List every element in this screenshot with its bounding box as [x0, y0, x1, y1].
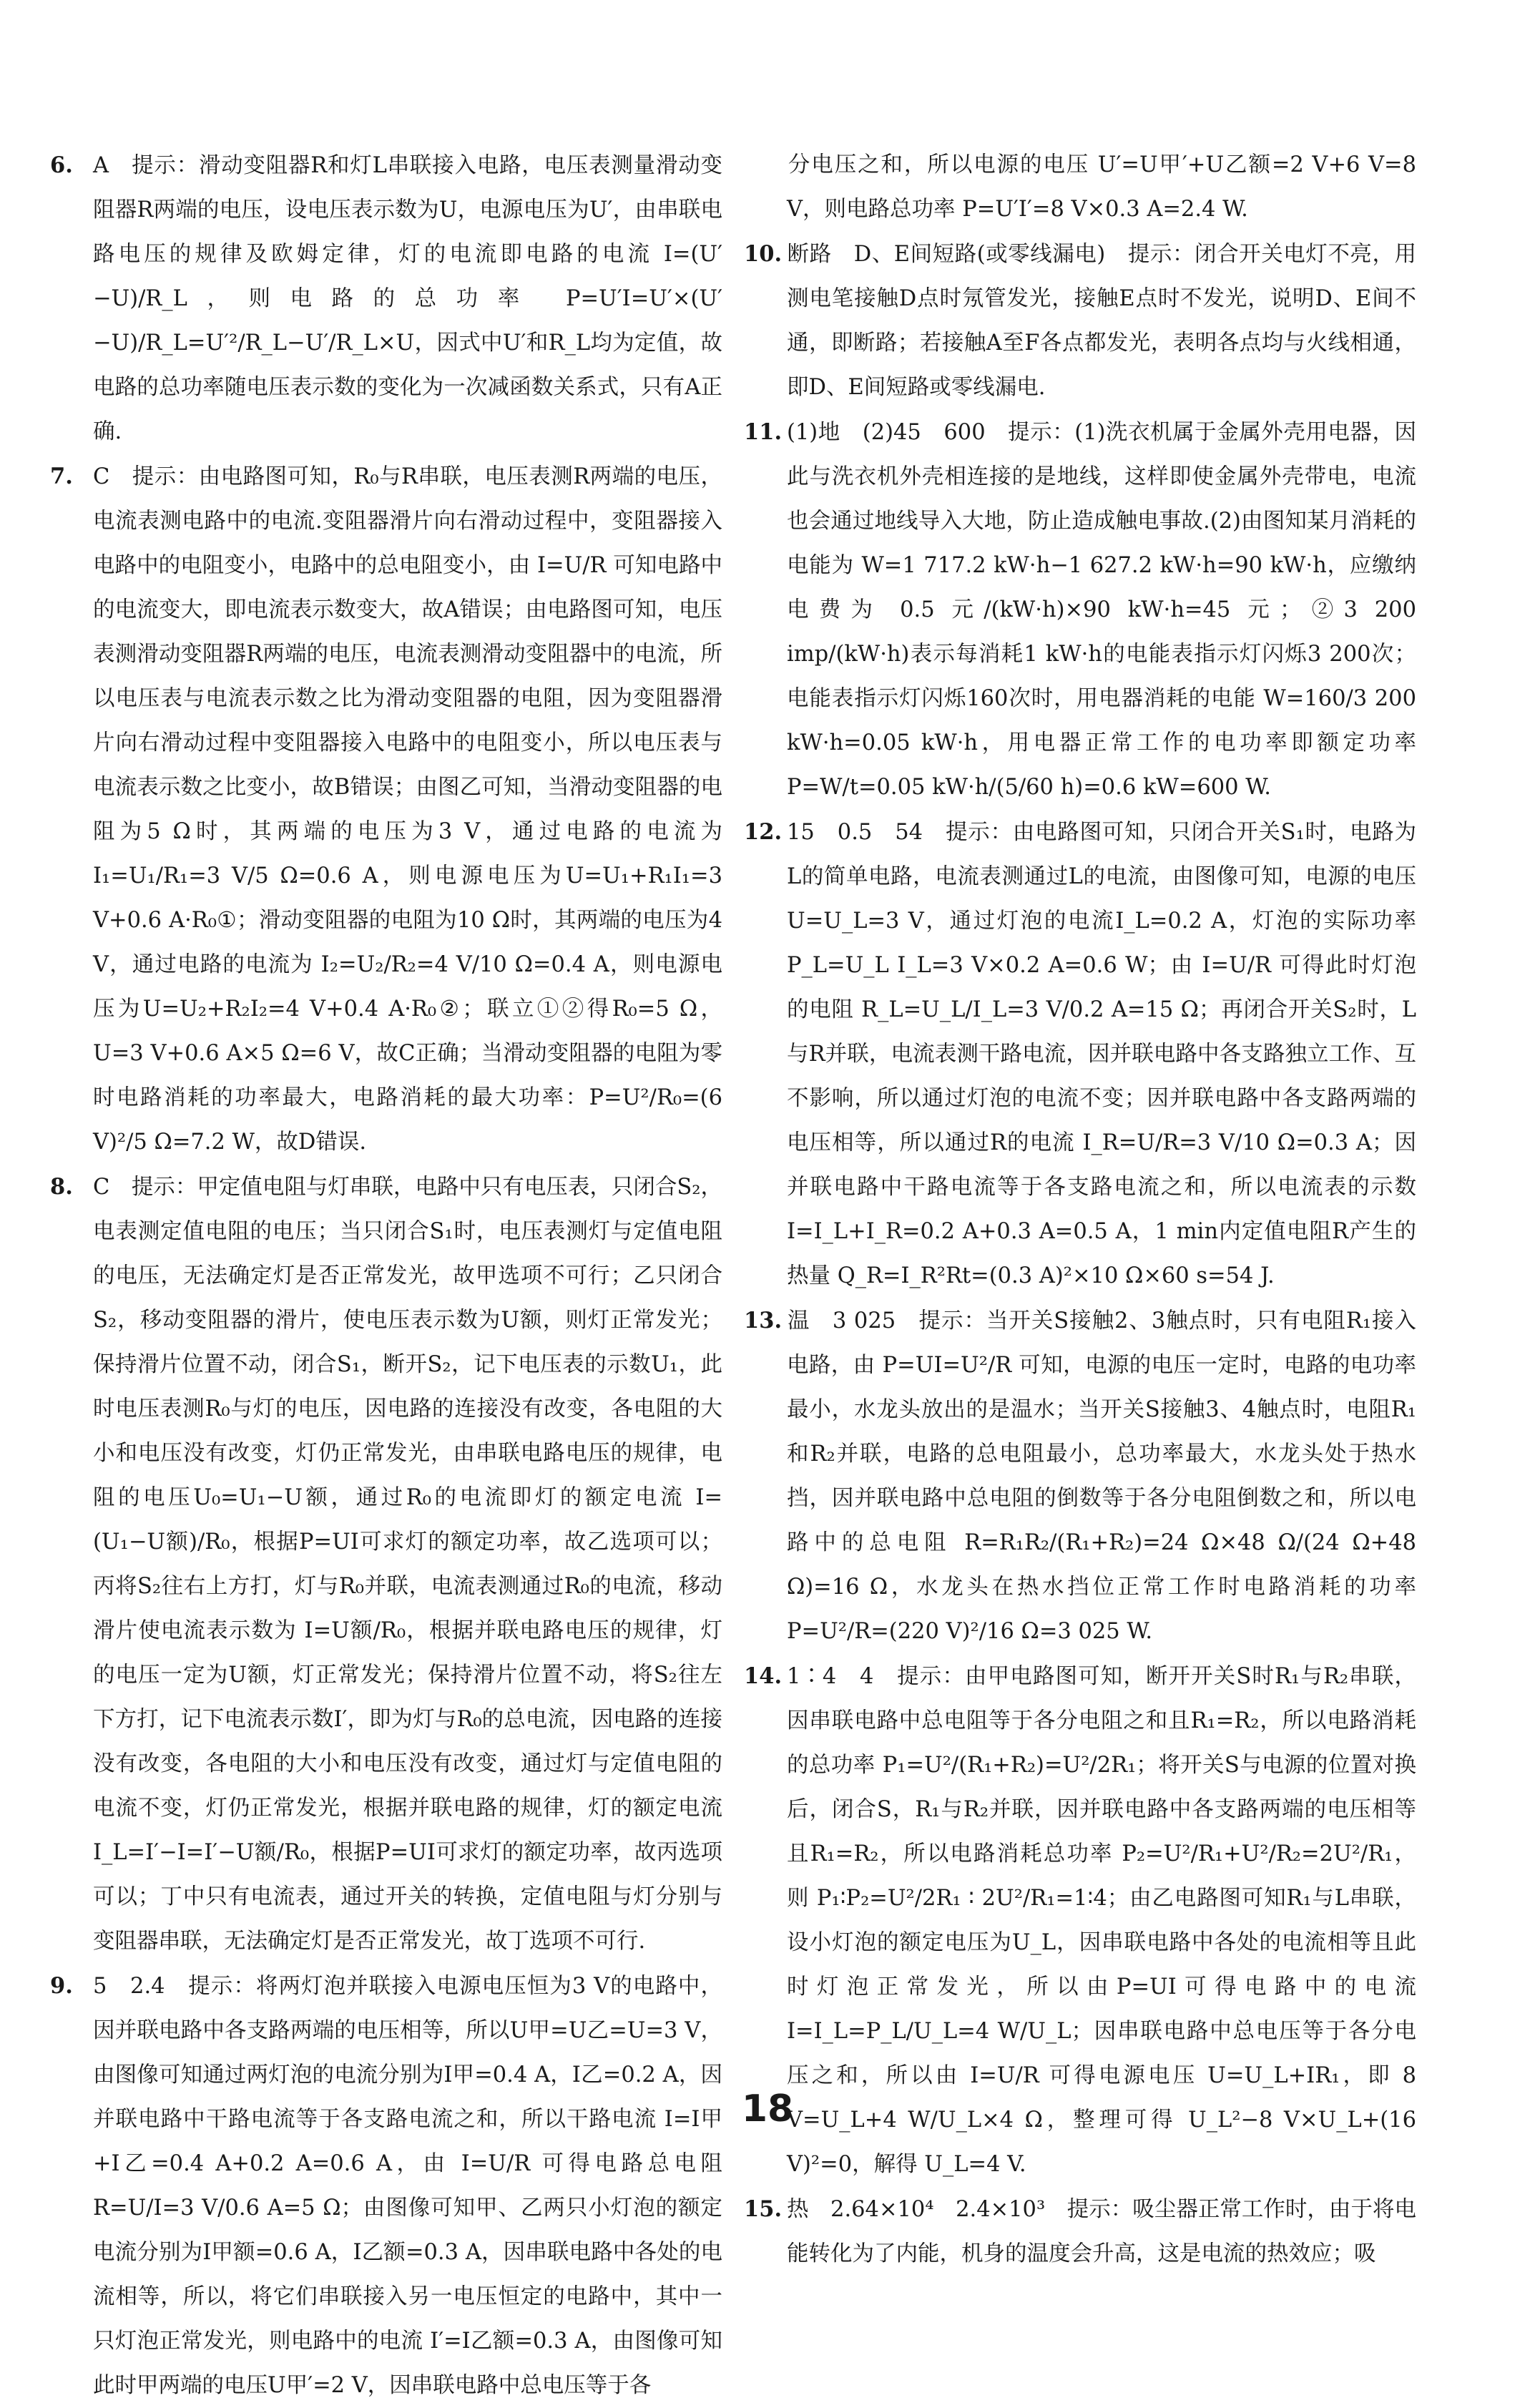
left-column — [50, 143, 722, 2408]
answer-13: 13. 温 3 025 提示：当开关S接触2、3触点时，只有电阻R₁接入电路，由 P=UI=U²/R 可知，电源的电压一定时，电路的电功率最小，水龙头放出的是温水；当开关S接触3、4触点时，电阻R₁和R₂并联，电路的总电阻最小，总功率最大，水龙头处于热水挡，因并联电路中总电阻的倒数等于各分电阻倒数之和，所以电路中的总电阻 R=R₁R₂/(R₁+R₂)=24 Ω×48 Ω/(24 Ω+48 Ω)=16 Ω，水龙头在热水挡位正常工作时电路消耗的功率 P=U²/R=(220 V)²/16 Ω=3 025 W. — [744, 1308, 1416, 1644]
answer-12: 12. 15 0.5 54 提示：由电路图可知，只闭合开关S₁时，电路为L的简单电路，电流表测通过L的电流，由图像可知，电源的电压U=U_L=3 V，通过灯泡的电流I_L=0.2 A，灯泡的实际功率 P_L=U_L I_L=3 V×0.2 A=0.6 W；由 I=U/R 可得此时灯泡的电阻 R_L=U_L/I_L=3 V/0.2 A=15 Ω；再闭合开关S₂时，L与R并联，电流表测干路电流，因并联电路中各支路独立工作、互不影响，所以通过灯泡的电流不变；因并联电路中各支路两端的电压相等，所以通过R的电流 I_R=U/R=3 V/10 Ω=0.3 A；因并联电路中干路电流等于各支路电流之和，所以电流表的示数 I=I_L+I_R=0.2 A+0.3 A=0.5 A，1 min内定值电阻R产生的热量 Q_R=I_R²Rt=(0.3 A)²×10 Ω×60 s=54 J. — [744, 819, 1416, 1288]
answer-6: 6. A 提示：滑动变阻器R和灯L串联接入电路，电压表测量滑动变阻器R两端的电压，设电压表示数为U，电源电压为U′，由串联电路电压的规律及欧姆定律，灯的电流即电路的电流 I=(U′−U)/R_L，则电路的总功率 P=U′I=U′×(U′−U)/R_L=U′²/R_L−U′/R_L×U，因式中U′和R_L均为定值，故电路的总功率随电压表示数的变化为一次减函数关系式，只有A正确. — [50, 152, 722, 444]
answer-8: 8. C 提示：甲定值电阻与灯串联，电路中只有电压表，只闭合S₂，电表测定值电阻的电压；当只闭合S₁时，电压表测灯与定值电阻的电压，无法确定灯是否正常发光，故甲选项不可行；乙只闭合S₂，移动变阻器的滑片，使电压表示数为U额，则灯正常发光；保持滑片位置不动，闭合S₁，断开S₂，记下电压表的示数U₁，此时电压表测R₀与灯的电压，因电路的连接没有改变，各电阻的大小和电压没有改变，灯仍正常发光，由串联电路电压的规律，电阻的电压U₀=U₁−U额，通过R₀的电流即灯的额定电流 I=(U₁−U额)/R₀，根据P=UI可求灯的额定功率，故乙选项可以；丙将S₂往右上方打，灯与R₀并联，电流表测通过R₀的电流，移动滑片使电流表示数为 I=U额/R₀，根据并联电路电压的规律，灯的电压一定为U额，灯正常发光；保持滑片位置不动，将S₂往左下方打，记下电流表示数I′，即为灯与R₀的总电流，因电路的连接没有改变，各电阻的大小和电压没有改变，通过灯与定值电阻的电流不变，灯仍正常发光，根据并联电路的规律，灯的额定电流 I_L=I′−I=I′−U额/R₀，根据P=UI可求灯的额定功率，故丙选项可以；丁中只有电流表，通过开关的转换，定值电阻与灯分别与变阻器串联，无法确定灯是否正常发光，故丁选项不可行. — [50, 1174, 722, 1954]
answer-7: 7. C 提示：由电路图可知，R₀与R串联，电压表测R两端的电压，电流表测电路中的电流.变阻器滑片向右滑动过程中，变阻器接入电路中的电阻变小，电路中的总电阻变小，由 I=U/R 可知电路中的电流变大，即电流表示数变大，故A错误；由电路图可知，电压表测滑动变阻器R两端的电压，电流表测滑动变阻器中的电流，所以电压表与电流表示数之比为滑动变阻器的电阻，因为变阻器滑片向右滑动过程中变阻器接入电路中的电阻变小，所以电压表与电流表示数之比变小，故B错误；由图乙可知，当滑动变阻器的电阻为5 Ω时，其两端的电压为3 V，通过电路的电流为 I₁=U₁/R₁=3 V/5 Ω=0.6 A，则电源电压为U=U₁+R₁I₁=3 V+0.6 A·R₀①；滑动变阻器的电阻为10 Ω时，其两端的电压为4 V，通过电路的电流为 I₂=U₂/R₂=4 V/10 Ω=0.4 A，则电源电压为U=U₂+R₂I₂=4 V+0.4 A·R₀②；联立①②得R₀=5 Ω，U=3 V+0.6 A×5 Ω=6 V，故C正确；当滑动变阻器的电阻为零时电路消耗的功率最大，电路消耗的最大功率：P=U²/R₀=(6 V)²/5 Ω=7.2 W，故D错误. — [50, 464, 722, 1155]
answer-15: 15. 热 2.64×10⁴ 2.4×10³ 提示：吸尘器正常工作时，由于将电能转化为了内能，机身的温度会升高，这是电流的热效应；吸 — [744, 2196, 1416, 2266]
answer-9: 9. 5 2.4 提示：将两灯泡并联接入电源电压恒为3 V的电路中，因并联电路中各支路两端的电压相等，所以U甲=U乙=U=3 V，由图像可知通过两灯泡的电流分别为I甲=0.4 A，I乙=0.2 A，因并联电路中干路电流等于各支路电流之和，所以干路电流 I=I甲+I乙=0.4 A+0.2 A=0.6 A，由 I=U/R 可得电路总电阻 R=U/I=3 V/0.6 A=5 Ω；由图像可知甲、乙两只小灯泡的额定电流分别为I甲额=0.6 A，I乙额=0.3 A，因串联电路中各处的电流相等，所以，将它们串联接入另一电压恒定的电路中，其中一只灯泡正常发光，则电路中的电流 I′=I乙额=0.3 A，由图像可知此时甲两端的电压U甲′=2 V，因串联电路中总电压等于各 — [50, 1973, 722, 2398]
answer-14: 14. 1∶4 4 提示：由甲电路图可知，断开开关S时R₁与R₂串联，因串联电路中总电阻等于各分电阻之和且R₁=R₂，所以电路消耗的总功率 P₁=U²/(R₁+R₂)=U²/2R₁；将开关S与电源的位置对换后，闭合S，R₁与R₂并联，因并联电路中各支路两端的电压相等且R₁=R₂，所以电路消耗总功率 P₂=U²/R₁+U²/R₂=2U²/R₁，则 P₁∶P₂=U²/2R₁ ∶ 2U²/R₁=1∶4；由乙电路图可知R₁与L串联，设小灯泡的额定电压为U_L，因串联电路中各处的电流相等且此时灯泡正常发光，所以由P=UI可得电路中的电流 I=I_L=P_L/U_L=4 W/U_L；因串联电路中总电压等于各分电压之和，所以由 I=U/R 可得电源电压 U=U_L+IR₁，即 8 V=U_L+4 W/U_L×4 Ω，整理可得 U_L²−8 V×U_L+(16 V)²=0，解得 U_L=4 V. — [744, 1663, 1416, 2177]
page-number: 18 — [741, 2088, 794, 2130]
answer-9-continued: 分电压之和，所以电源的电压 U′=U甲′+U乙额=2 V+6 V=8 V，则电路总功率 P=U′I′=8 V×0.3 A=2.4 W. — [787, 152, 1416, 222]
answer-11: 11. (1)地 (2)45 600 提示：(1)洗衣机属于金属外壳用电器，因此与洗衣机外壳相连接的是地线，这样即使金属外壳带电，电流也会通过地线导入大地，防止造成触电事故.(2)由图知某月消耗的电能为 W=1 717.2 kW·h−1 627.2 kW·h=90 kW·h，应缴纳电费为 0.5 元/(kW·h)×90 kW·h=45 元；②3 200 imp/(kW·h)表示每消耗1 kW·h的电能表指示灯闪烁3 200次；电能表指示灯闪烁160次时，用电器消耗的电能 W=160/3 200 kW·h=0.05 kW·h，用电器正常工作的电功率即额定功率 P=W/t=0.05 kW·h/(5/60 h)=0.6 kW=600 W. — [744, 419, 1416, 800]
right-column — [744, 143, 1416, 2276]
answer-10: 10. 断路 D、E间短路(或零线漏电) 提示：闭合开关电灯不亮，用测电笔接触D点时氖管发光，接触E点时不发光，说明D、E间不通，即断路；若接触A至F各点都发光，表明各点均与火线相通，即D、E间短路或零线漏电. — [744, 241, 1416, 400]
